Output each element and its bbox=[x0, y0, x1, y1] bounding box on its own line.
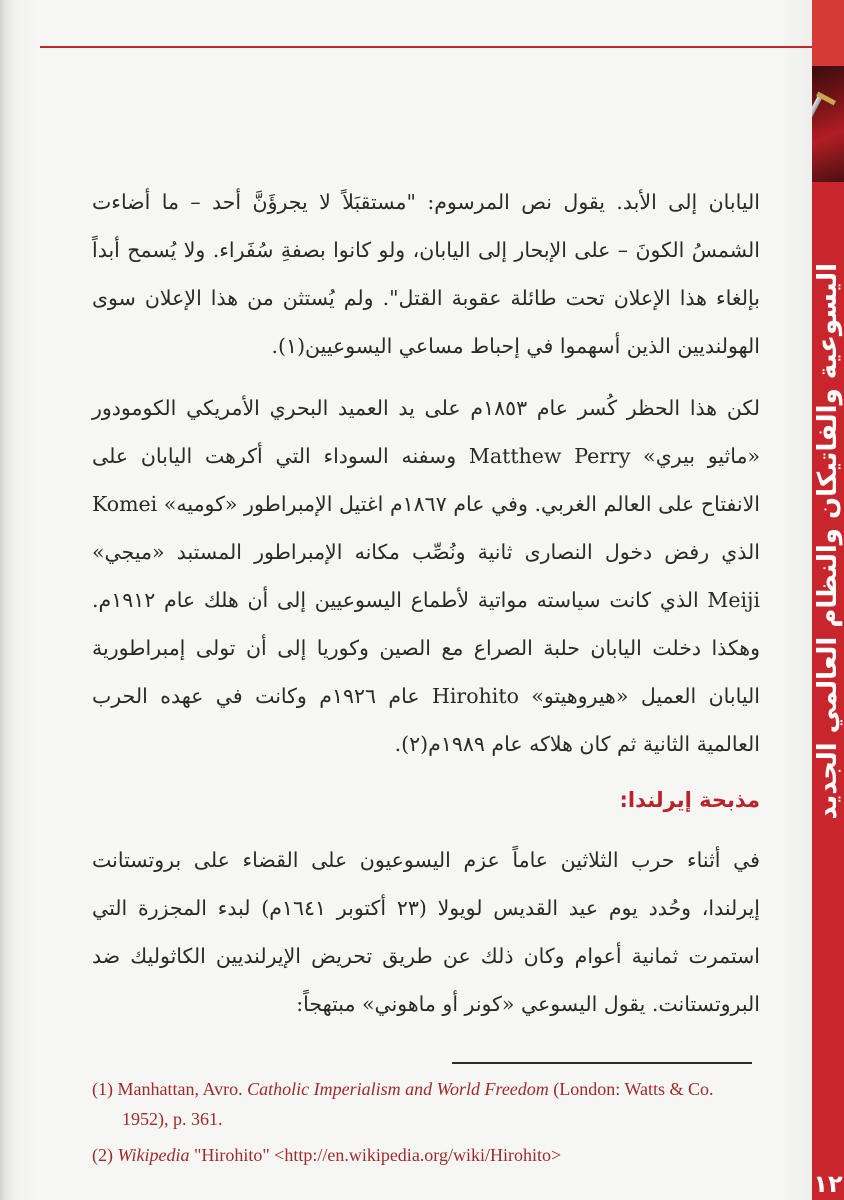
footnote-2 bbox=[92, 1140, 760, 1170]
top-rule bbox=[40, 46, 812, 48]
running-title-text: اليسوعية والفاتيكان والنظام العالمي الجديد bbox=[813, 262, 843, 820]
footnote-1 bbox=[92, 1074, 760, 1134]
footnote-separator bbox=[452, 1062, 752, 1064]
paragraph-2: لكن هذا الحظر كُسر عام ١٨٥٣م على يد العميد البحري الأمريكي الكومودور «ماثيو بيري» Matthew Perry وسفنه السوداء التي أكرهت اليابان على الانفتاح على العالم الغربي. وفي عام ١٨٦٧م اغتيل الإمبراطور «كوميه» Komei الذي رفض دخول النصارى ثانية ونُصِّب مكانه الإمبراطور المستبد «ميجي» Meiji الذي كانت سياسته مواتية لأطماع اليسوعيين إلى أن هلك عام ١٩١٢م. وهكذا دخلت اليابان حلبة الصراع مع الصين وكوريا إلى أن تولى إمبراطورية اليابان العميل «هيروهيتو» Hirohito عام ١٩٢٦م وكانت في عهده الحرب العالمية الثانية ثم كان هلاكه عام ١٩٨٩م(٢). bbox=[92, 396, 761, 756]
footnote-title: Wikipedia bbox=[117, 1145, 190, 1165]
footnote-number: (2) bbox=[92, 1145, 113, 1165]
side-band-top bbox=[812, 0, 844, 66]
cover-thumbnail-image bbox=[812, 66, 844, 182]
dagger-blade-icon bbox=[812, 95, 823, 177]
body-text-top bbox=[92, 178, 760, 782]
page-number: ١٢ bbox=[813, 1170, 843, 1198]
body-text-bottom bbox=[92, 836, 760, 1028]
paragraph-1: اليابان إلى الأبد. يقول نص المرسوم: "مستقبَلاً لا يجرؤَنَّ أحد – ما أضاءت الشمسُ الكونَ – على الإبحار إلى اليابان، ولو كانوا بصفةِ سُفَراء. ولا يُسمح أبداً بإلغاء هذا الإعلان تحت طائلة عقوبة القتل". ولم يُستثن من هذا الإعلان سوى الهولنديين الذين أسهموا في إحباط مساعي اليسوعيين(١). bbox=[92, 190, 760, 358]
running-title bbox=[812, 196, 844, 886]
footnotes bbox=[92, 1074, 760, 1176]
paragraph-3: في أثناء حرب الثلاثين عاماً عزم اليسوعيون على القضاء على بروتستانت إيرلندا، وحُدد يوم عيد القديس لويولا (٢٣ أكتوبر ١٦٤١م) لبدء المجزرة التي استمرت ثمانية أعوام وكان ذلك عن طريق تحريض الإيرلنديين الكاثوليك ضد البروتستانت. يقول اليسوعي «كونر أو ماهوني» مبتهجاً: bbox=[92, 848, 761, 1016]
footnote-text: (London: Watts & Co. 1952), p. 361. bbox=[122, 1079, 714, 1129]
footnote-text: Manhattan, Avro. bbox=[117, 1079, 248, 1099]
footnote-text: "Hirohito" <http://en.wikipedia.org/wiki/Hirohito> bbox=[189, 1145, 562, 1165]
footnote-title: Catholic Imperialism and World Freedom bbox=[247, 1079, 549, 1099]
section-heading: مذبحة إيرلندا: bbox=[619, 788, 760, 812]
footnote-number: (1) bbox=[92, 1079, 113, 1099]
